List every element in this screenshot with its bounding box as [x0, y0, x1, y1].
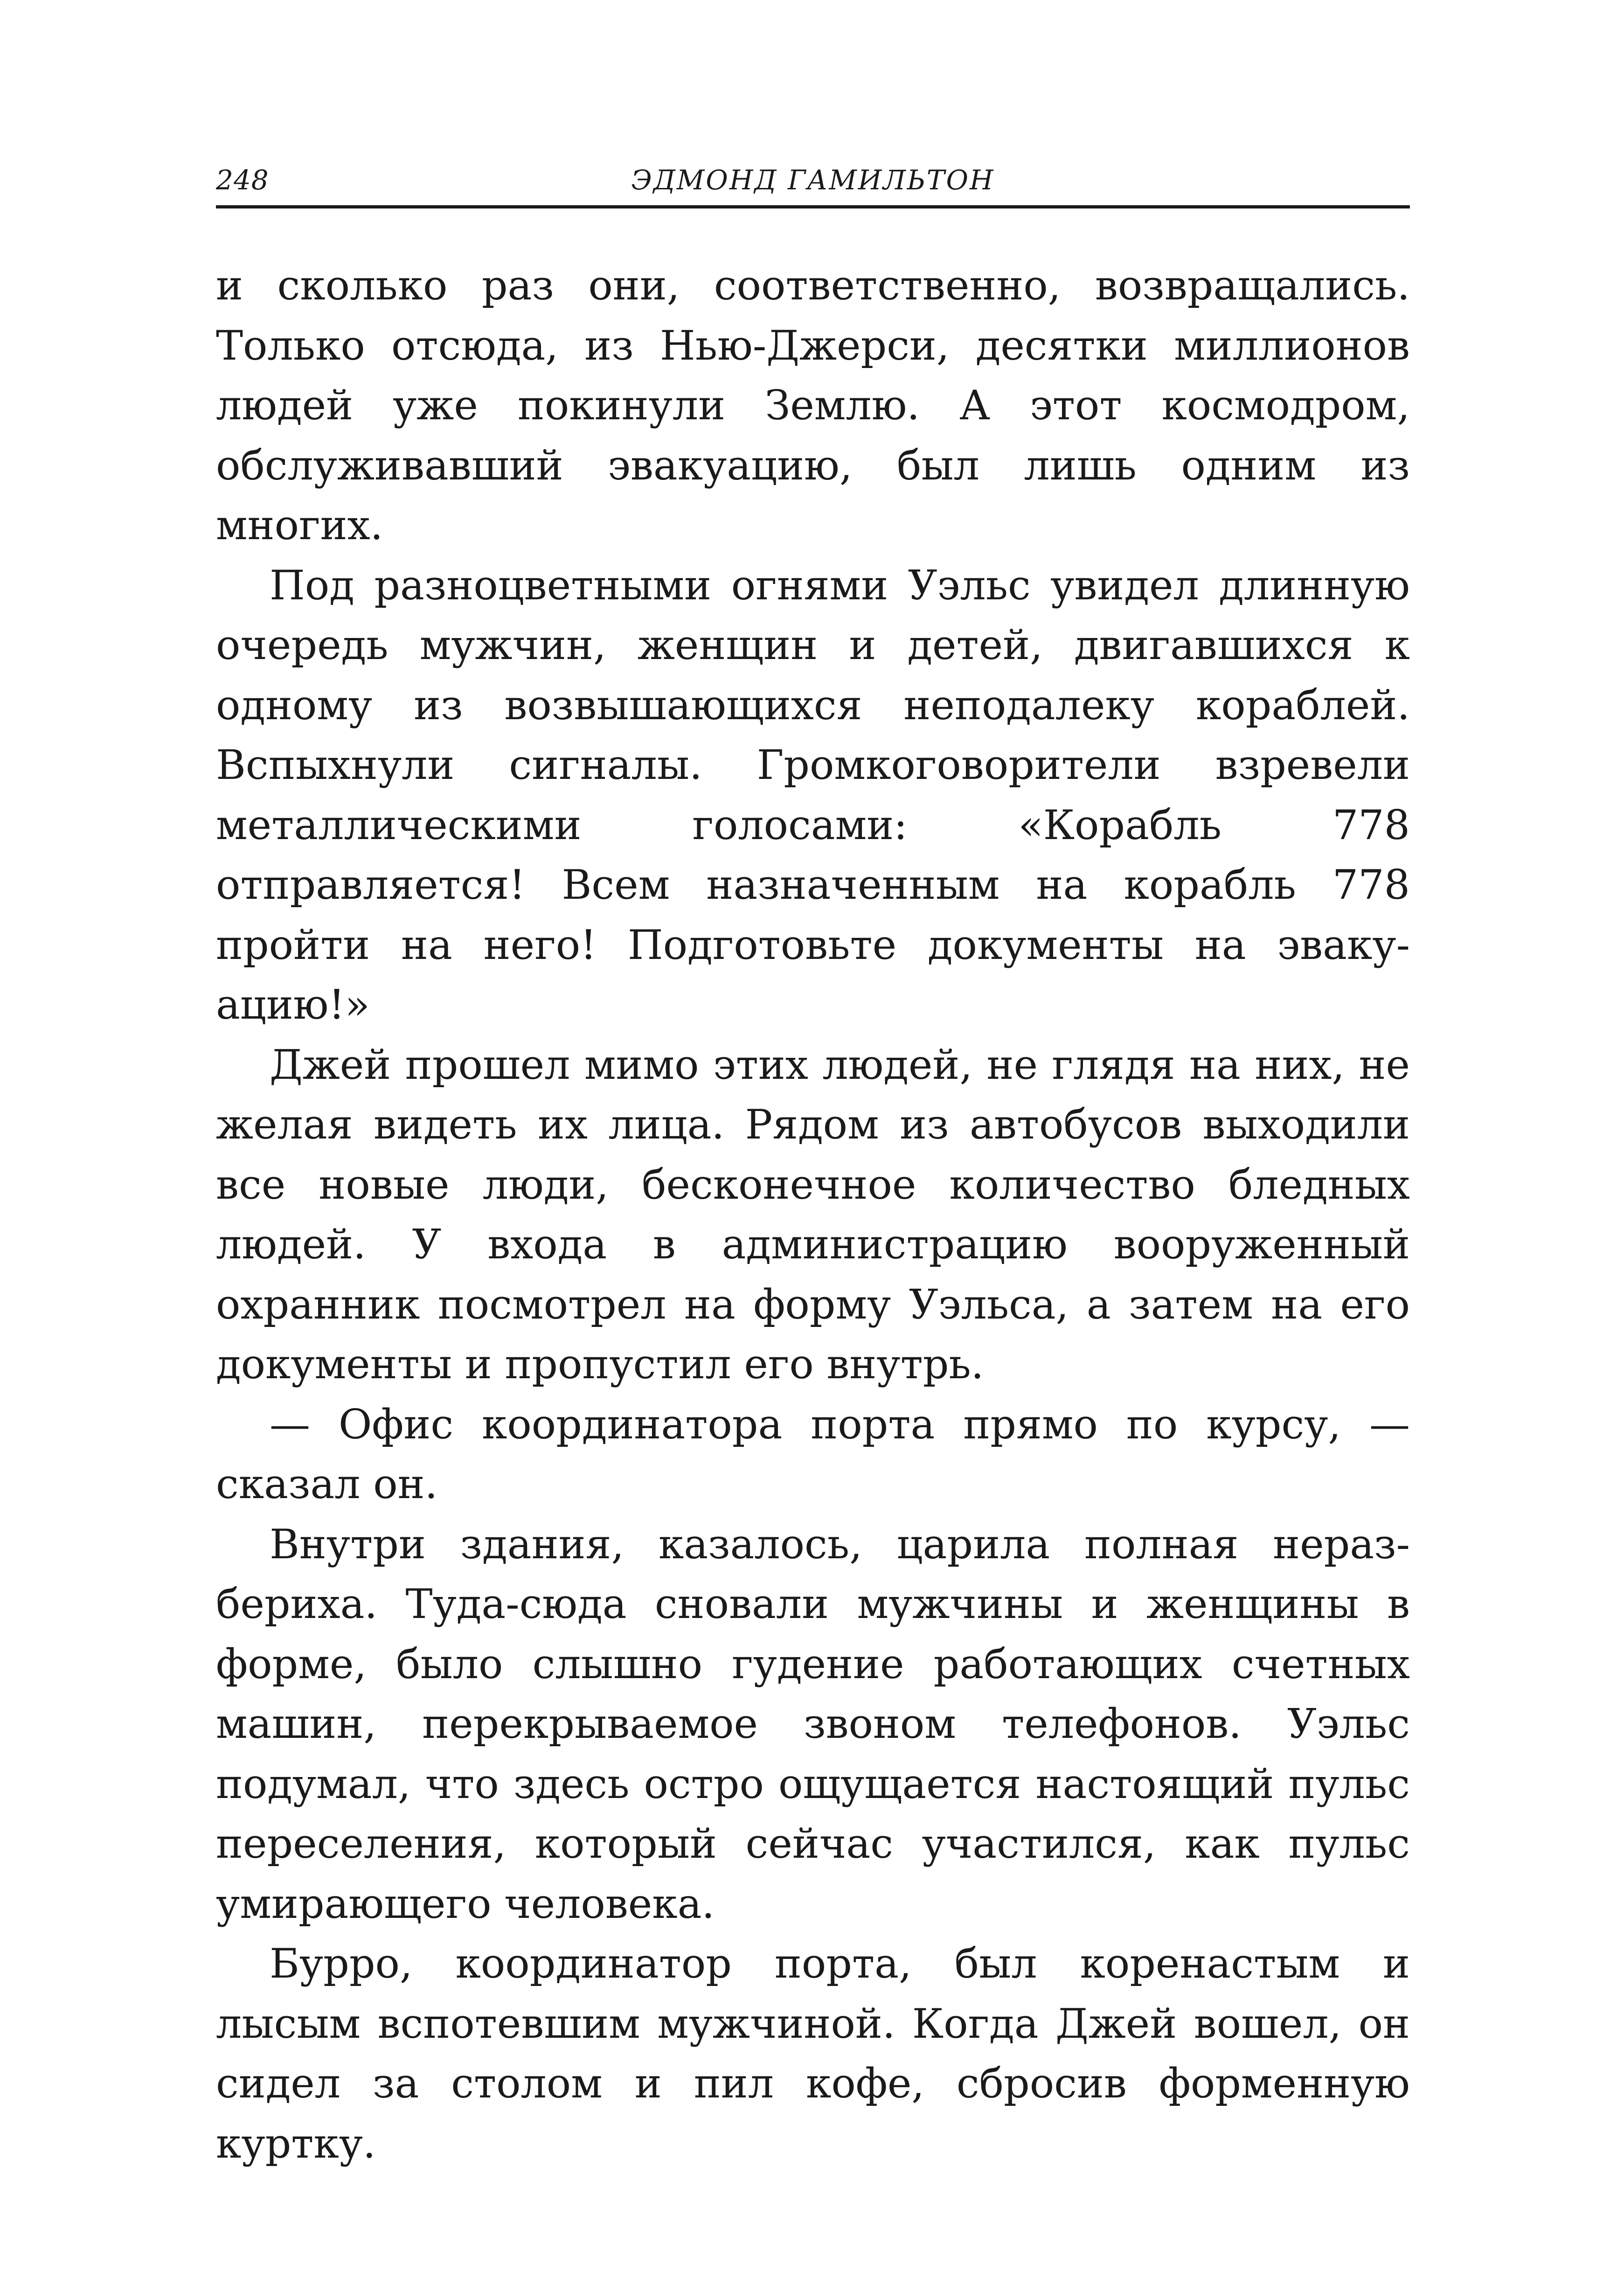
paragraph: Под разноцветными огнями Уэльс увидел длинную очередь мужчин, женщин и детей, двигавшихся к одному из возвышающихся неподалеку кораблей. Вспыхнули сигналы. Громкоговорители взревели металлическими голосами: «Корабль 778 отправляется! Всем назначенным на корабль 778 пройти на него! Подготовьте документы на эвакуацию!» — [216, 561, 1410, 1028]
body-text — [216, 256, 1410, 2173]
paragraph-continuation: и сколько раз они, соответственно, возвращались. Только отсюда, из Нью-Джерси, десятки миллионов людей уже покинули Землю. А этот космодром, обслуживавший эвакуацию, был лишь одним из многих. — [216, 262, 1410, 549]
dialogue-paragraph: — Офис координатора порта прямо по курсу, — сказал он. — [216, 1400, 1410, 1508]
page-number: 248 — [216, 164, 269, 196]
running-head — [216, 154, 1410, 208]
paragraph: Бурро, координатор порта, был коренастым и лысым вспотевшим мужчиной. Когда Джей вошел, он сидел за столом и пил кофе, сбросив форменную куртку. — [216, 1940, 1410, 2167]
paragraph: Джей прошел мимо этих людей, не глядя на них, не желая видеть их лица. Рядом из автобусов выходили все новые люди, бесконечное количество бледных людей. У входа в администрацию вооруженный охранник посмотрел на форму Уэльса, а затем на его документы и пропустил его внутрь. — [216, 1041, 1410, 1388]
running-head-author: ЭДМОНД ГАМИЛЬТОН — [631, 164, 995, 196]
paragraph: Внутри здания, казалось, царила полная неразбериха. Туда-сюда сновали мужчины и женщины в форме, было слышно гудение работающих счетных машин, перекрываемое звоном телефонов. Уэльс подумал, что здесь остро ощущается настоящий пульс переселения, который сейчас участился, как пульс умирающего человека. — [216, 1520, 1410, 1928]
